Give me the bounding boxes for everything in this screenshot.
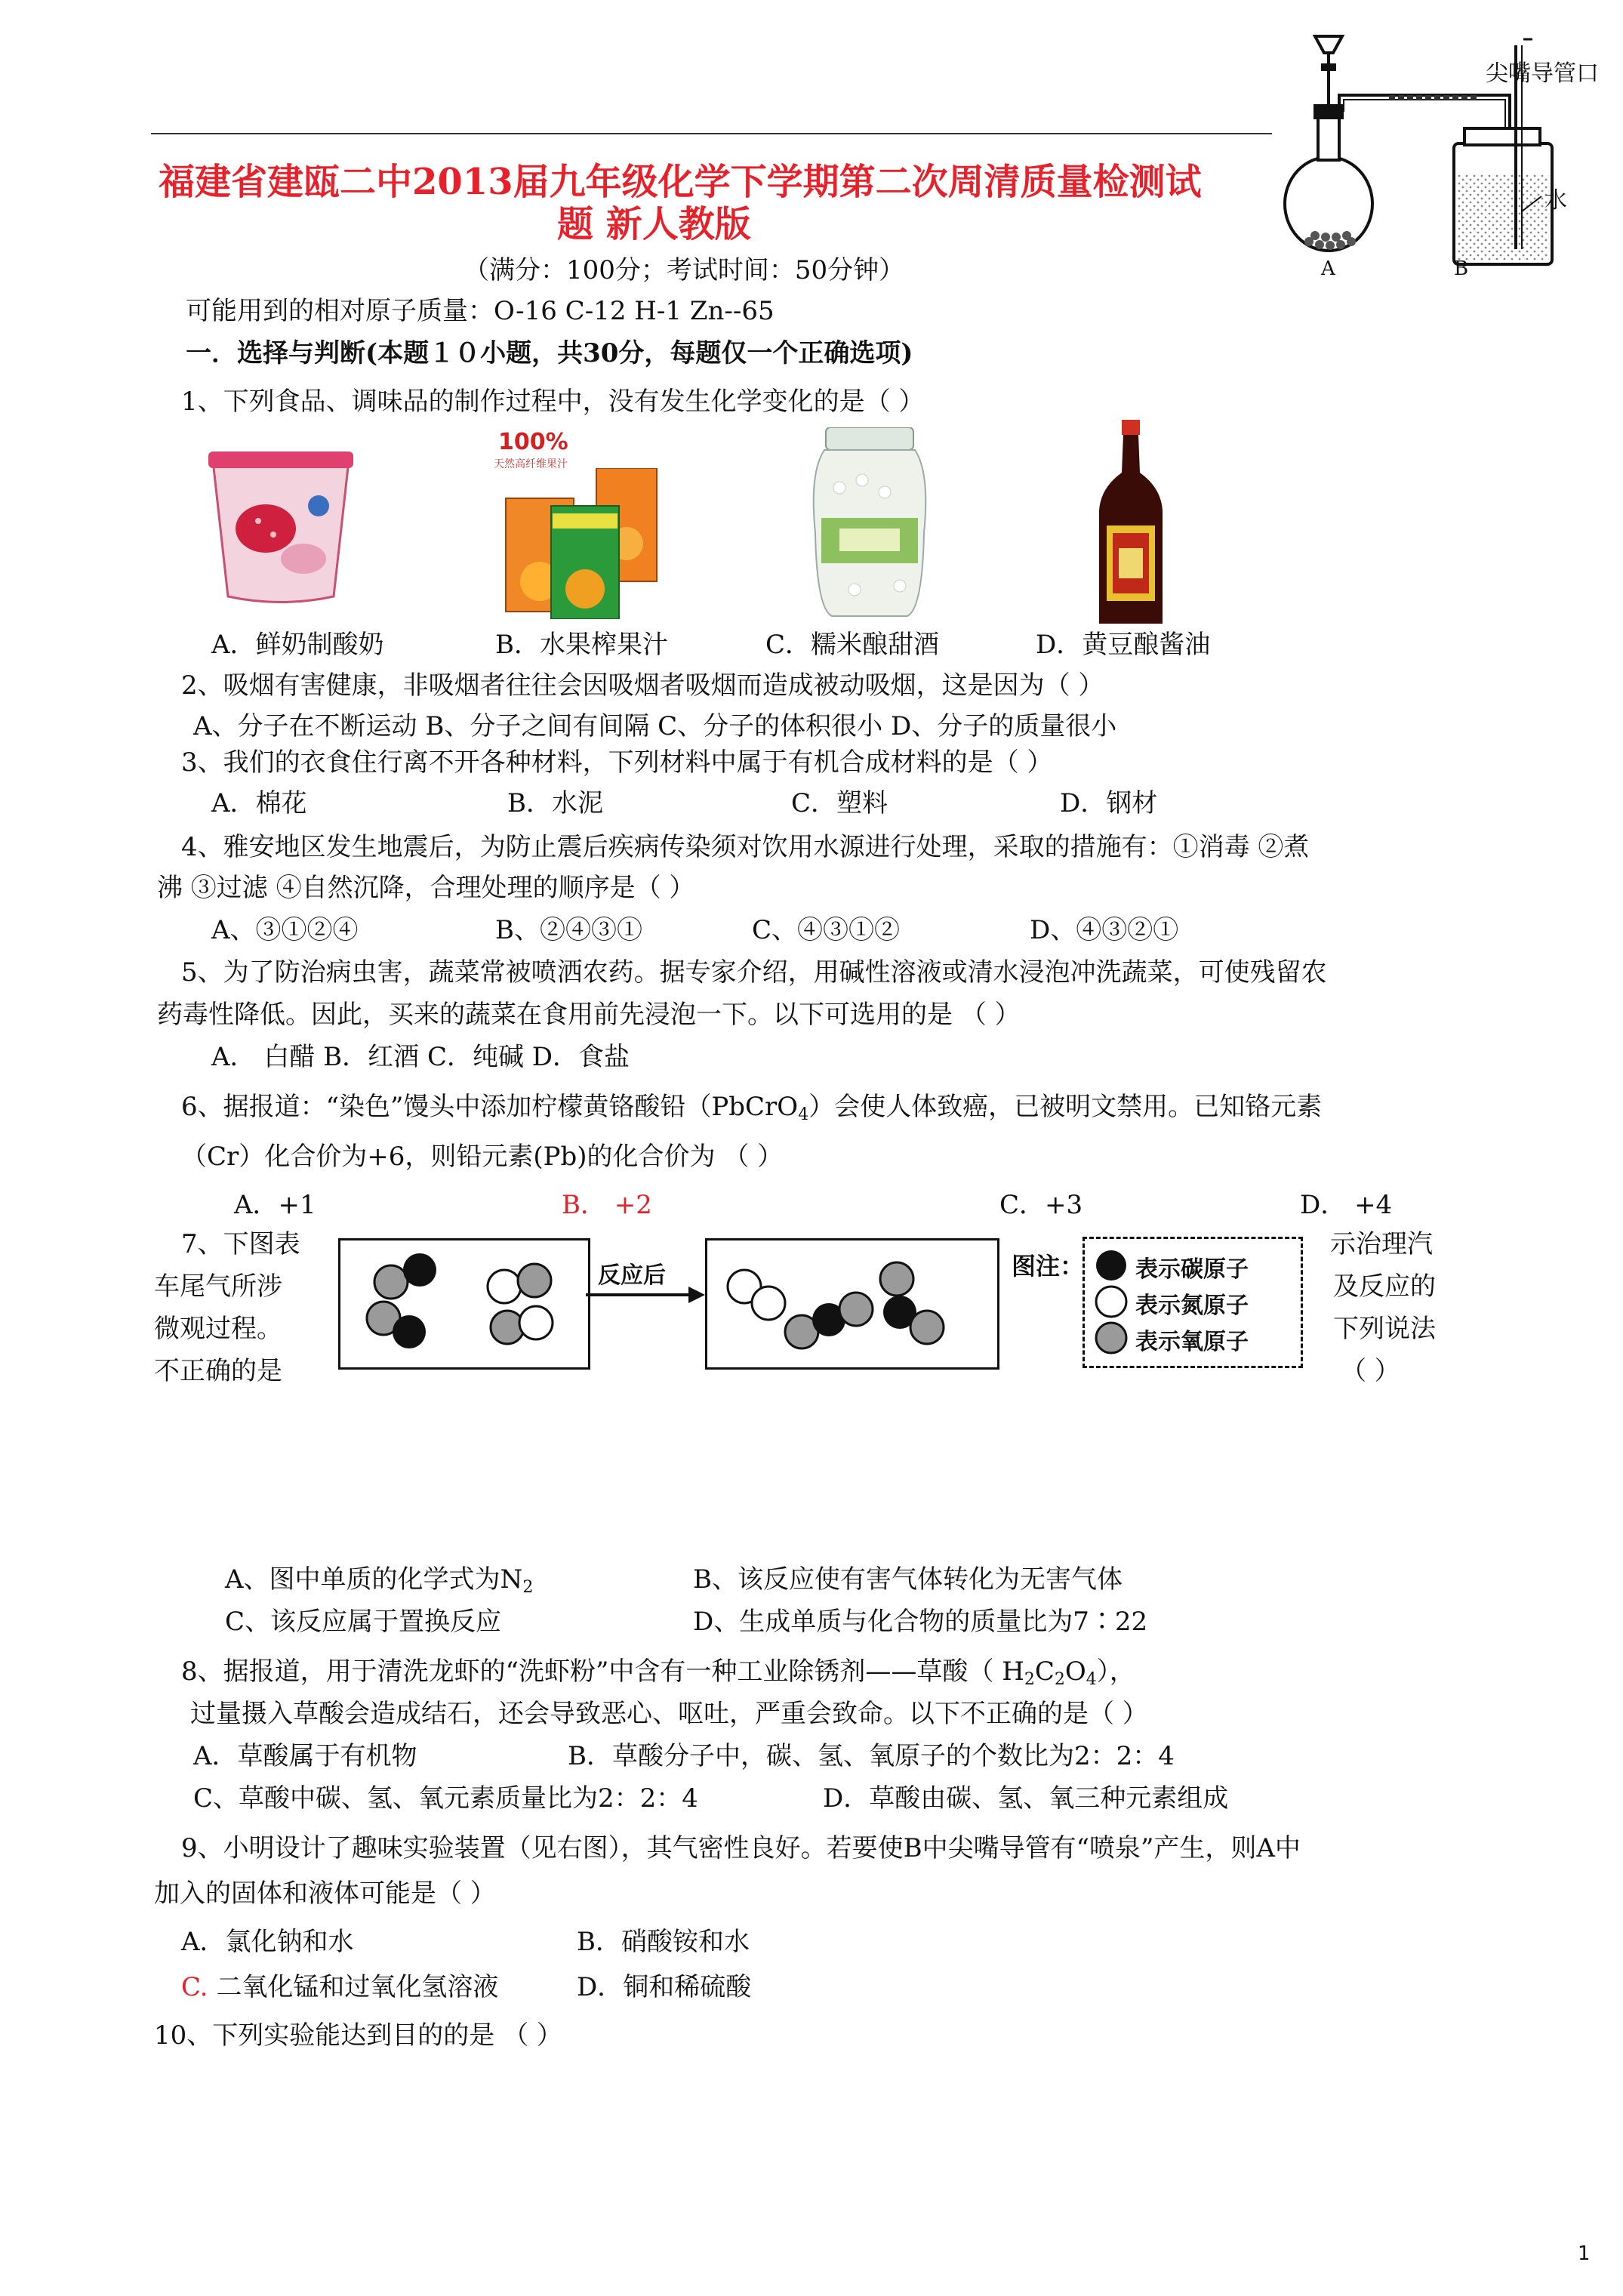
q6-stem-text: 6、据报道：“染色”馒头中添加柠檬黄铬酸铅（PbCrO [181, 1092, 799, 1122]
reaction-arrow [586, 1284, 707, 1306]
q4-option-a: A、③①②④ [211, 915, 359, 945]
q8-sub-o: 4 [1086, 1670, 1097, 1689]
q7-right-1: 示治理汽 [1330, 1229, 1433, 1259]
q5-stem-line2: 药毒性降低。因此，买来的蔬菜在食用前先浸泡一下。以下可选用的是 （ ） [157, 1000, 1021, 1030]
q8-option-b: B．草酸分子中，碳、氢、氧原子的个数比为2：2：4 [568, 1741, 1175, 1771]
q6-option-d: D． +4 [1300, 1190, 1393, 1220]
q7-option-c: C、该反应属于置换反应 [225, 1607, 502, 1637]
page-number: 1 [1578, 2242, 1591, 2265]
q7-left-2: 车尾气所涉 [154, 1271, 282, 1302]
q4-option-b: B、②④③① [495, 915, 642, 945]
q8-option-a: A．草酸属于有机物 [193, 1741, 417, 1771]
q8-formula-c: C [1034, 1657, 1055, 1687]
q1-stem: 1、下列食品、调味品的制作过程中，没有发生化学变化的是（ ） [181, 387, 925, 417]
q6-stem-line2: （Cr）化合价为+6，则铅元素(Pb)的化合价为 （ ） [181, 1142, 784, 1172]
product-molecules [705, 1238, 999, 1370]
q6-option-c: C．+3 [999, 1190, 1083, 1220]
q7-left-3: 微观过程。 [154, 1314, 282, 1344]
apparatus-label-b: B [1454, 257, 1469, 280]
legend-carbon: 表示碳原子 [1135, 1256, 1249, 1283]
apparatus-label-a: A [1321, 257, 1335, 280]
legend-symbols [1083, 1237, 1128, 1368]
q7-left-4: 不正确的是 [154, 1356, 282, 1386]
q7-right-3: 下列说法 [1333, 1314, 1436, 1344]
q3-stem: 3、我们的衣食住行离不开各种材料，下列材料中属于有机合成材料的是（ ） [181, 747, 1053, 778]
q1-option-d: D．黄豆酿酱油 [1036, 630, 1211, 660]
q3-option-b: B．水泥 [507, 788, 603, 818]
q6-stem-subscript: 4 [798, 1105, 809, 1124]
q3-option-a: A．棉花 [211, 788, 307, 818]
q7-option-a-sub: 2 [522, 1578, 534, 1597]
q8-stem-line1 [181, 1657, 1135, 1695]
q7-right-2: 及反应的 [1333, 1271, 1436, 1302]
atomic-mass: 可能用到的相对原子质量：O-16 C-12 H-1 Zn--65 [186, 296, 775, 326]
section-heading: 一．选择与判断(本题１０小题，共30分，每题仅一个正确选项) [186, 338, 913, 368]
legend-oxygen: 表示氧原子 [1135, 1329, 1249, 1355]
score-time: （满分：100分；考试时间：50分钟） [463, 255, 905, 285]
q8-option-c: C、草酸中碳、氢、氧元素质量比为2：2：4 [193, 1783, 698, 1814]
yogurt-image [205, 445, 356, 612]
q8-stem-end: ）， [1096, 1657, 1135, 1687]
q8-stem-line2: 过量摄入草酸会造成结石，还会导致恶心、呕吐，严重会致命。以下不正确的是（ ） [190, 1699, 1148, 1729]
juice-image [491, 468, 664, 619]
q8-sub-c: 2 [1054, 1670, 1065, 1689]
juice-subtitle: 天然高纤维果汁 [494, 458, 568, 470]
q6-option-b: B． +2 [562, 1190, 652, 1220]
q5-stem-line1: 5、为了防治病虫害，蔬菜常被喷洒农药。据专家介绍，用碱性溶液或清水浸泡冲洗蔬菜，可使残留农 [181, 957, 1327, 988]
q8-stem-text: 8、据报道，用于清洗龙虾的“洗虾粉”中含有一种工业除锈剂——草酸（ H [181, 1657, 1024, 1687]
q4-stem-line2: 沸 ③过滤 ④自然沉降，合理处理的顺序是（ ） [157, 873, 695, 903]
q2-stem: 2、吸烟有害健康，非吸烟者往往会因吸烟者吸烟而造成被动吸烟，这是因为（ ） [181, 670, 1104, 701]
q7-option-d: D、生成单质与化合物的质量比为7∶22 [693, 1607, 1148, 1637]
q7-option-a-text: A、图中单质的化学式为N [225, 1564, 523, 1595]
q9-option-b: B．硝酸铵和水 [577, 1927, 750, 1957]
q7-option-a [225, 1564, 533, 1603]
header-rule [151, 133, 1272, 134]
q3-option-d: D．钢材 [1060, 788, 1158, 818]
q6-stem-end: ）会使人体致癌，已被明文禁用。已知铬元素 [808, 1092, 1323, 1122]
q9-option-c-letter: C. [181, 1972, 208, 2002]
legend-title: 图注： [1012, 1252, 1085, 1281]
q1-option-c: C．糯米酿甜酒 [765, 630, 940, 660]
apparatus-label-tip: 尖嘴导管口 [1486, 60, 1599, 87]
juice-badge: 100% [498, 429, 568, 455]
q6-stem-line1 [181, 1092, 1322, 1130]
doc-title-line1: 福建省建瓯二中2013届九年级化学下学期第二次周清质量检测试 [159, 161, 1202, 203]
q8-formula-o: O [1064, 1657, 1086, 1687]
q4-option-c: C、④③①② [752, 915, 901, 945]
q10-stem: 10、下列实验能达到目的的是 （ ） [154, 2020, 562, 2051]
reactant-molecules [338, 1238, 590, 1370]
q8-option-d: D．草酸由碳、氢、氧三种元素组成 [823, 1783, 1229, 1814]
q2-options: A、分子在不断运动 B、分子之间有间隔 C、分子的体积很小 D、分子的质量很小 [193, 711, 1117, 741]
q9-stem-line1: 9、小明设计了趣味实验装置（见右图），其气密性良好。若要使B中尖嘴导管有“喷泉”产生，则A中 [181, 1833, 1301, 1863]
q4-stem-line1: 4、雅安地区发生地震后，为防止震后疾病传染须对饮用水源进行处理，采取的措施有：①消毒 ②煮 [181, 832, 1310, 862]
q9-option-c [181, 1972, 498, 2002]
soy-sauce-image [1093, 420, 1169, 631]
q4-option-d: D、④③②① [1030, 915, 1179, 945]
q7-left-1: 7、下图表 [181, 1229, 300, 1259]
q3-option-c: C．塑料 [791, 788, 888, 818]
q9-option-a: A．氯化钠和水 [181, 1927, 354, 1957]
q1-option-a: A．鲜奶制酸奶 [211, 630, 384, 660]
doc-title-line2: 题 新人教版 [557, 203, 751, 245]
q9-stem-line2: 加入的固体和液体可能是（ ） [154, 1878, 496, 1909]
rice-wine-image [809, 427, 930, 624]
q9-option-c-text: 二氧化锰和过氧化氢溶液 [216, 1972, 499, 2002]
q1-option-b: B．水果榨果汁 [495, 630, 668, 660]
apparatus-label-water: 水 [1544, 187, 1567, 214]
q6-option-a: A．+1 [234, 1190, 316, 1220]
arrow-label: 反应后 [598, 1262, 666, 1289]
q9-option-d: D．铜和稀硫酸 [577, 1972, 752, 2002]
legend-nitrogen: 表示氮原子 [1135, 1293, 1249, 1319]
q8-sub-h: 2 [1024, 1670, 1035, 1689]
q7-right-4: （ ） [1341, 1356, 1400, 1386]
q7-option-b: B、该反应使有害气体转化为无害气体 [693, 1564, 1123, 1595]
q5-options: A． 白醋 B．红酒 C．纯碱 D．食盐 [211, 1042, 630, 1072]
